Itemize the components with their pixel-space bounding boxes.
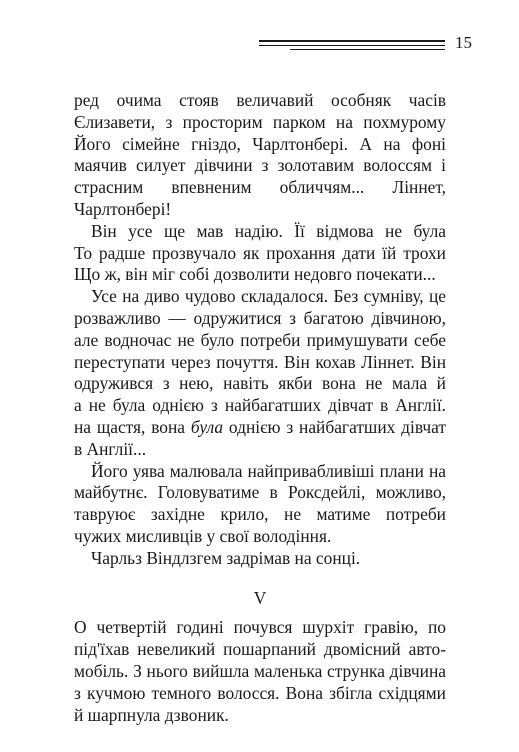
text-line: Чарлтонбері! — [74, 198, 172, 219]
text-line: переступати через почуття. Він кохав Ліннет. Він — [74, 351, 446, 372]
page-number: 15 — [455, 33, 472, 52]
text-line: в Англії... — [74, 438, 147, 459]
text-line: маячив силует дівчини з золотавим волоссям і — [74, 155, 446, 176]
body-text — [74, 90, 446, 726]
header-rule-thick — [259, 40, 445, 42]
emphasis-word: була — [190, 416, 224, 437]
text-line: О четвертій годині почувся шурхіт гравію, по — [74, 617, 446, 638]
text-line: мобіль. З нього вийшла маленька струнка дівчина — [74, 660, 446, 681]
section-number: V — [253, 587, 267, 608]
text-line: ред очима стояв величавий особняк часів — [74, 90, 446, 110]
text-line: Чарльз Віндлзгем задрімав на сонці. — [91, 547, 361, 568]
header-rule-middle — [259, 45, 445, 46]
text-line: під'їхав невеликий пошарпаний двомісний авто- — [74, 639, 446, 660]
text-line: з кучмою темного волосся. Вона збігла східцями — [74, 682, 446, 703]
text-line: розважливо — одружитися з багатою дівчиною, — [74, 307, 446, 328]
text-line: але водночас не було потреби примушувати себе — [74, 329, 446, 350]
section-spacer — [74, 570, 446, 588]
text-run: на щастя, вона — [74, 416, 191, 437]
text-line: Єлизавети, з просторим парком на похмурому — [74, 111, 446, 132]
text-line: Його уява малювала найпривабливіші плани на — [91, 460, 446, 481]
text-run: однією з найбагатших дівчат — [223, 416, 446, 437]
text-line: Що ж, він міг собі дозволити недовго почекати... — [74, 264, 436, 285]
text-line: а не була однією з найбагатших дівчат в Англії. — [74, 395, 446, 416]
text-line: майбутнє. Головуватиме в Роксдейлі, можливо, — [74, 482, 446, 503]
text-line: одружився з нею, навіть якби вона не мала й — [74, 373, 446, 394]
text-line — [74, 417, 446, 439]
text-line: й шарпнула дзвоник. — [74, 704, 229, 725]
text-line: страсним впевненим обличчям... Ліннет, — [74, 177, 446, 198]
header-rule-thin — [290, 49, 445, 50]
text-line: Усе на диво чудово складалося. Без сумніву, це — [91, 286, 446, 307]
text-line: тавруює західне крило, не матиме потреби — [74, 504, 446, 525]
text-line: Він усе ще мав надію. Її відмова не була — [91, 220, 446, 241]
text-line: чужих мисливців у свої володіння. — [74, 525, 332, 546]
text-line: Його сімейне гніздо, Чарлтонбері. А на фоні — [74, 133, 446, 154]
text-line: То радше прозвучало як прохання дати їй трохи — [74, 242, 446, 263]
section-spacer — [74, 609, 446, 617]
